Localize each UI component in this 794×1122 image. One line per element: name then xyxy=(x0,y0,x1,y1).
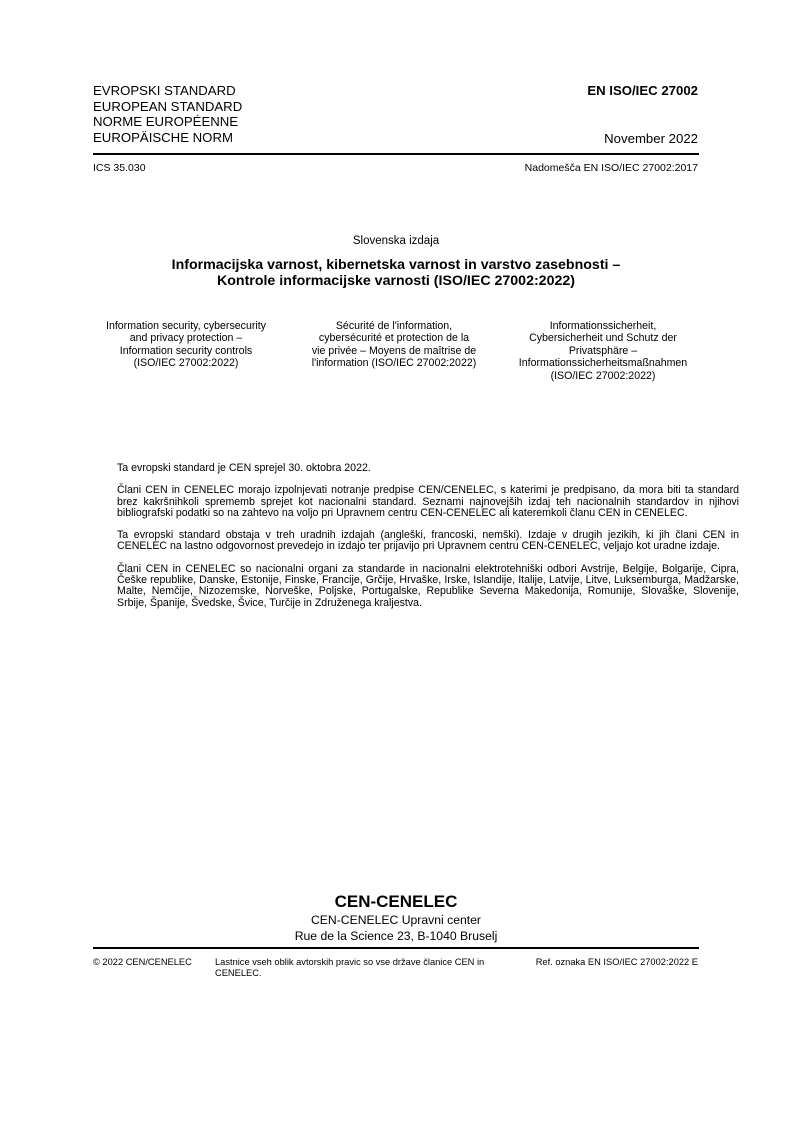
document-title xyxy=(93,257,699,289)
ics-code: ICS 35.030 xyxy=(93,162,146,174)
alt-title-german xyxy=(507,320,699,382)
organization-name: CEN-CENELEC xyxy=(334,892,458,911)
alt-title-english xyxy=(91,320,281,382)
paragraph-adoption: Ta evropski standard je CEN sprejel 30. oktobra 2022. xyxy=(117,462,371,474)
alt-title-line: (ISO/IEC 27002:2022) xyxy=(133,357,239,370)
alternate-titles xyxy=(93,320,699,382)
standard-type-names xyxy=(93,83,242,145)
edition-label: Slovenska izdaja xyxy=(352,235,440,247)
organization-center: CEN-CENELEC Upravni center xyxy=(310,913,481,927)
alt-title-line: Sécurité de l'information, xyxy=(335,320,453,332)
paragraph-official-versions: Ta evropski standard obstaja v treh uradnih izdajah (angleški, francoski, nemški). Izdaje v drugih jezikih, ki jih člani CEN in CENELEC na lastno odgovornost prevedejo in izdajo ter prijavijo pri Upravnem centru CEN-CENELEC, veljajo kot uradne izdaje. xyxy=(117,529,739,553)
alt-title-line: Informationssicherheitsmaßnahmen xyxy=(518,357,688,370)
standard-name-fr: NORME EUROPÉENNE xyxy=(93,114,239,129)
standard-name-de: EUROPÄISCHE NORM xyxy=(93,129,233,145)
supersedes-note: Nadomešča EN ISO/IEC 27002:2017 xyxy=(524,162,698,174)
standard-name-sl: EVROPSKI STANDARD xyxy=(93,83,236,98)
publication-date: November 2022 xyxy=(604,131,698,146)
alt-title-line: and privacy protection – xyxy=(129,332,243,345)
alt-title-line: l'information (ISO/IEC 27002:2022) xyxy=(311,357,477,370)
organization-address: Rue de la Science 23, B-1040 Bruselj xyxy=(294,929,498,943)
alt-title-line: vie privée – Moyens de maîtrise de xyxy=(311,344,477,357)
paragraph-member-list: Člani CEN in CENELEC so nacionalni organi za standarde in nacionalni elektrotehniški odbori Avstrije, Belgije, Bolgarije, Cipra, Češke republike, Danske, Estonije, Finske, Francije, Grčije, Hrvaške, Irske, Islandije, Italije, Latvije, Litve, Luksemburga, Madžarske, Malte, Nemčije, Nizozemske, Norveške, Poljske, Portugalske, Republike Severna Makedonija, Romunije, Slovaške, Slovenije, Srbije, Španije, Švedske, Švice, Turčije in Združenega kraljestva. xyxy=(117,562,739,609)
standard-id: EN ISO/IEC 27002 xyxy=(587,83,698,98)
alt-title-line: Information security, cybersecurity xyxy=(106,320,266,332)
title-line-2: Kontrole informacijske varnosti (ISO/IEC 27002:2022) xyxy=(217,273,575,289)
copyright-notice: © 2022 CEN/CENELEC xyxy=(93,957,192,967)
footer-divider xyxy=(93,947,699,949)
rights-statement: Lastnice vseh oblik avtorskih pravic so vse države članice CEN in CENELEC. xyxy=(215,957,485,978)
alt-title-line: Cybersicherheit und Schutz der xyxy=(529,332,677,345)
alt-title-line: (ISO/IEC 27002:2022) xyxy=(550,369,656,382)
alt-title-line: Informationssicherheit, xyxy=(549,320,657,332)
alt-title-line: Information security controls xyxy=(119,344,253,357)
alt-title-line: cybersécurité et protection de la xyxy=(318,332,470,345)
header-divider xyxy=(93,153,699,155)
reference-number: Ref. oznaka EN ISO/IEC 27002:2022 E xyxy=(535,957,698,967)
standard-name-en: EUROPEAN STANDARD xyxy=(93,98,243,114)
paragraph-members-obligation: Člani CEN in CENELEC morajo izpolnjevati notranje predpise CEN/CENELEC, s katerimi je predpisano, da mora biti ta standard brez kakršnihkoli sprememb sprejet kot nacionalni standard. Seznami najnovejših izdaj teh nacionalnih standardov in njihovi bibliografski podatki so na zahtevo na voljo pri Upravnem centru CEN-CENELEC ali kateremkoli članu CEN in CENELEC. xyxy=(117,484,739,519)
alt-title-french xyxy=(299,320,489,382)
body-text xyxy=(117,463,739,620)
title-line-1: Informacijska varnost, kibernetska varnost in varstvo zasebnosti – xyxy=(171,257,621,273)
alt-title-line: Privatsphäre – xyxy=(568,344,638,357)
